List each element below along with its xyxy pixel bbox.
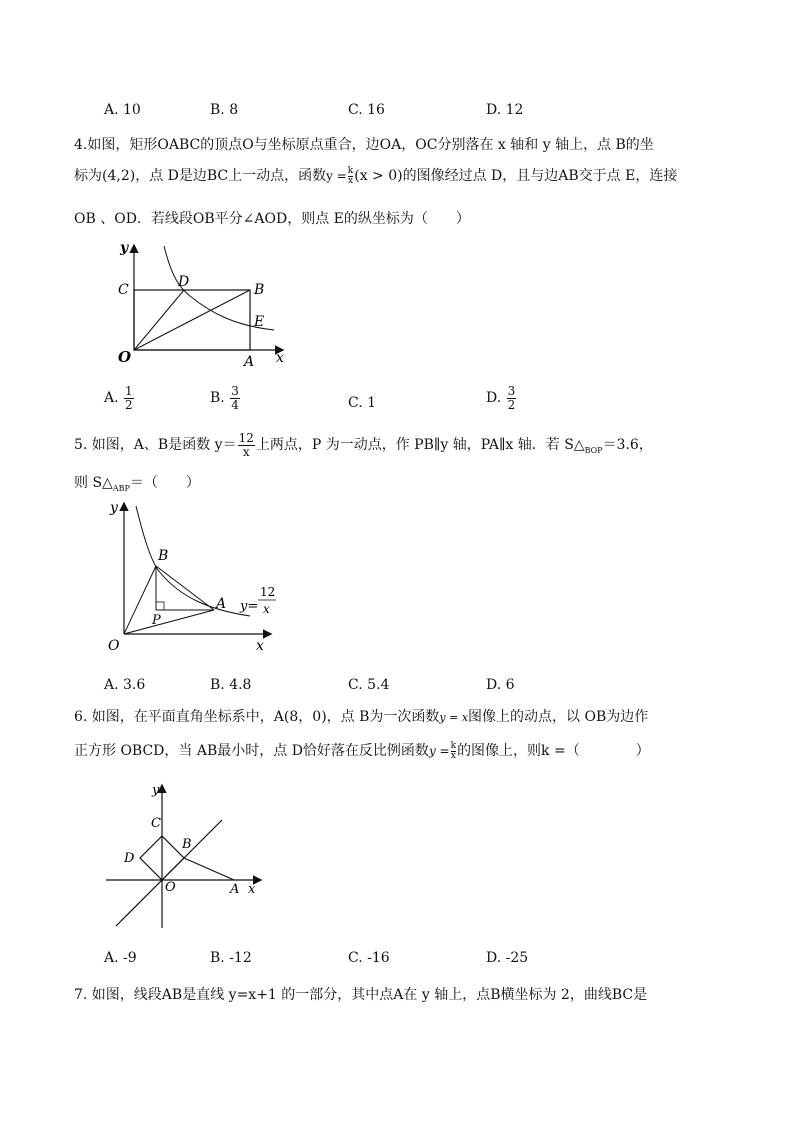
q6-function2: y = [428,744,450,758]
q5-label-b: B [158,548,169,564]
q4-label-a: A [244,354,255,368]
q5-num: 12 [238,430,254,445]
q6-line2-pre: 正方形 OBCD，当 AB最小时，点 D恰好落在反比例函数 [74,743,429,759]
q4-option-a-den: 2 [125,397,133,412]
q4-option-b [210,385,241,411]
q5-label-num: 12 [260,585,276,599]
q6-line2-post: 的图像上，则k =（ ） [457,743,650,759]
q6-line1-post: 图像上的动点，以 OB为边作 [468,709,649,725]
q4-option-d-prefix: D. [486,390,502,407]
q4-option-a [104,385,135,411]
q4-option-a-frac [124,385,134,411]
q4-option-b-den: 4 [231,397,239,412]
q5-line2-pre: 则 S△ [74,475,113,491]
q6-label-y: y [152,783,160,798]
q5-figure [100,498,280,658]
q4-text-line2 [74,164,677,188]
q4-segment-od [134,290,184,350]
q5-hyperbola [136,506,250,616]
q5-option-b: B. 4.8 [210,677,252,693]
q3-option-c: C. 16 [348,102,385,118]
q6-function: y = x [439,711,469,724]
q6-label-c: C [151,816,161,831]
q4-label-e: E [254,314,265,330]
q4-option-c: C. 1 [348,395,377,411]
q6-label-x: x [248,882,256,897]
q4-k-over-x [348,167,353,186]
q4-label-c: C [118,282,129,298]
q4-label-y: y [120,240,129,256]
q5-text-line2 [74,472,200,493]
q5-right-angle [156,602,164,610]
q4-label-d: D [178,274,190,290]
q4-label-b: B [254,282,265,298]
q6-label-d: D [124,851,135,866]
q6-label-o: O [165,880,176,895]
q5-label-o: O [108,638,120,654]
q5-label-fn: y= [240,599,259,614]
q5-text-line1 [74,430,653,466]
q5-sub-bop: BOP [584,445,603,455]
q4-line2-pre: 标为(4,2)，点 D是边BC上一动点，函数 [74,168,327,184]
q5-label-den: x [263,602,270,616]
q5-label-a: A [216,596,227,612]
q6-figure [102,780,272,932]
q6-label-a: A [230,882,240,897]
q5-segment-oa [124,610,214,634]
q4-k: k [347,165,354,176]
q4-option-b-prefix: B. [210,390,225,407]
q6-option-c: C. -16 [348,950,390,966]
q4-option-d-den: 2 [507,397,516,412]
q5-label-p: P [152,613,161,628]
q6-segment-ab [184,858,234,880]
q5-line1-end: ＝3.6， [602,437,653,453]
q4-option-d-frac [507,385,517,411]
q5-option-d: D. 6 [486,677,515,693]
q4-option-a-num: 1 [125,384,133,398]
q4-option-b-num: 3 [231,384,239,398]
q6-k: k [450,740,457,751]
q5-sub-abp: ABP [112,483,130,493]
q6-line1-pre: 6. 如图，在平面直角坐标系中，A(8，0)，点 B为一次函数 [74,709,440,725]
q6-option-a: A. -9 [104,950,137,966]
q4-label-x: x [276,350,284,366]
q3-option-d: D. 12 [486,102,524,118]
q5-fraction [238,432,255,458]
q5-label-x: x [256,638,264,654]
q7-text-line1: 7. 如图，线段AB是直线 y=x+1 的一部分，其中点A在 y 轴上，点B横坐标为 2，曲线BC是 [74,987,648,1003]
q4-segment-ob [134,290,250,350]
q4-option-a-prefix: A. [104,390,119,407]
q6-k-over-x [451,742,456,761]
q6-text-line2 [74,738,650,764]
q5-line1-pre: 5. 如图，A、B是函数 y＝ [74,437,237,453]
q6-option-b: B. -12 [210,950,252,966]
q4-option-b-frac [230,385,240,411]
q5-option-a: A. 3.6 [104,677,146,693]
q6-option-d: D. -25 [486,950,529,966]
q5-segment-ab [156,566,214,610]
q5-line2-post: ＝（ ） [129,475,200,491]
q4-label-o: O [118,348,132,366]
q4-x: x [347,175,354,186]
q4-text-line3: OB 、OD．若线段OB平分∠AOD，则点 E的纵坐标为（ ） [74,211,470,227]
q5-label-y: y [110,500,118,516]
q4-figure [112,238,292,368]
q3-option-a: A. 10 [104,102,141,118]
q4-option-d [486,385,517,411]
q6-label-b: B [182,837,192,852]
q4-line2-post: (x > 0)的图像经过点 D，且与边AB交于点 E，连接 [354,168,678,184]
q6-x: x [450,750,456,761]
q5-den: x [242,444,250,459]
q4-function: y = [326,169,347,183]
q4-text-line1: 4.如图，矩形OABC的顶点O与坐标原点重合，边OA，OC分别落在 x 轴和 y 轴上，点 B的坐 [74,137,654,153]
q6-text-line1 [74,706,648,726]
q3-option-b: B. 8 [210,102,239,118]
q5-line1-post: 上两点，P 为一动点，作 PB∥y 轴，PA∥x 轴．若 S△ [255,437,585,453]
q5-option-c: C. 5.4 [348,677,390,693]
q4-option-d-num: 3 [507,384,516,398]
